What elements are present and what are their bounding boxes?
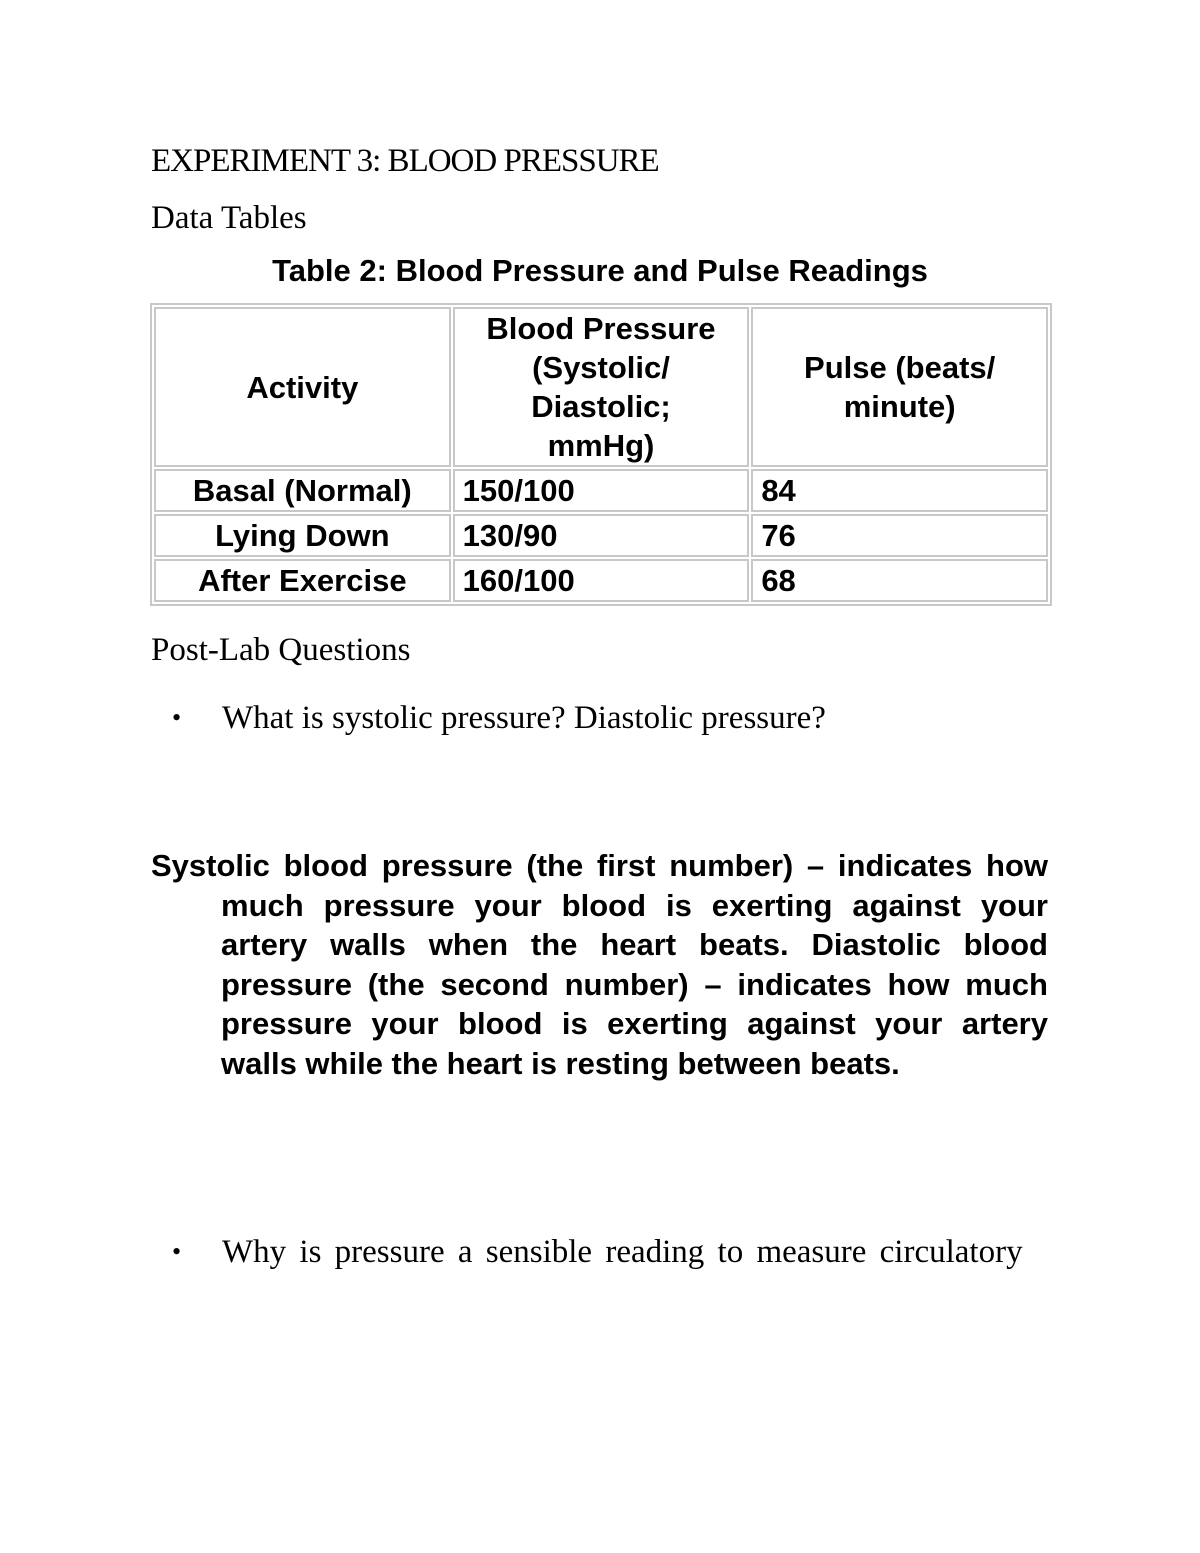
cell-pulse: 76: [751, 514, 1048, 557]
question-item: [172, 700, 826, 737]
question-item: [172, 1234, 1048, 1271]
header-pulse: Pulse (beats/ minute): [751, 307, 1048, 467]
cell-activity: Lying Down: [154, 514, 451, 557]
cell-blood-pressure: 160/100: [453, 559, 750, 602]
cell-activity: After Exercise: [154, 559, 451, 602]
data-tables-heading: Data Tables: [151, 200, 307, 236]
table-row: [154, 514, 1048, 557]
question-text: Why is pressure a sensible reading to measure circulatory: [222, 1234, 1023, 1270]
document-title: EXPERIMENT 3: BLOOD PRESSURE: [151, 143, 659, 179]
table-caption: Table 2: Blood Pressure and Pulse Readings: [272, 253, 928, 288]
cell-pulse: 68: [751, 559, 1048, 602]
cell-blood-pressure: 150/100: [453, 469, 750, 512]
answer-paragraph: Systolic blood pressure (the first number) – indicates how much pressure your blood is exerting against your artery walls when the heart beats. Diastolic blood pressure (the second number) – indicates how much pressure your blood is exerting against your artery walls while the heart is resting between beats.: [151, 848, 1048, 1081]
cell-pulse: 84: [751, 469, 1048, 512]
table-row: [154, 469, 1048, 512]
bullet-icon: •: [172, 1237, 182, 1266]
cell-blood-pressure: 130/90: [453, 514, 750, 557]
cell-activity: Basal (Normal): [154, 469, 451, 512]
header-activity: Activity: [154, 307, 451, 467]
question-text: What is systolic pressure? Diastolic pressure?: [222, 700, 826, 736]
table-row: [154, 559, 1048, 602]
header-blood-pressure: Blood Pressure (Systolic/ Diastolic; mmHg): [453, 307, 750, 467]
table-header-row: [154, 307, 1048, 467]
readings-table: [150, 303, 1052, 606]
post-lab-heading: Post-Lab Questions: [151, 632, 411, 668]
bullet-icon: •: [172, 703, 182, 732]
